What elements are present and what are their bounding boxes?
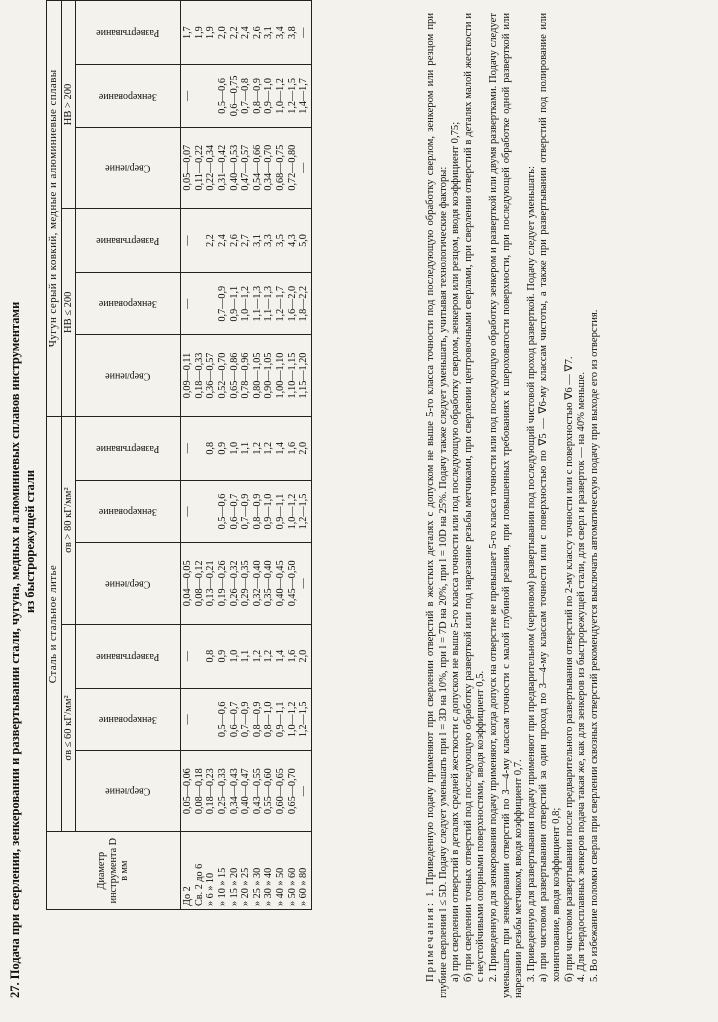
op-sink-header <box>76 480 181 542</box>
op-sink-header <box>76 273 181 335</box>
hb-high-header: HB > 200 <box>61 1 76 209</box>
op-drill-header <box>76 335 181 416</box>
note-4: 4. Для твердосплавных зенкеров подача такая же, как для зенкеров из быстрорежущей стали, для сверл и разверток — на 40% меньше. <box>576 371 588 982</box>
op-sink-header <box>76 65 181 127</box>
data-row <box>181 1 312 910</box>
note-3b: б) при чистовом развертывании после предварительного развертывания отверстий по 2-му классу точности или с поверхностью ∇6 — ∇7. <box>563 356 575 982</box>
sigma-high-header: σв > 80 кГ/мм² <box>61 416 76 624</box>
op-sink-label: Зенкерование <box>99 714 158 726</box>
steel-high-ream: — 0,8 0,9 1,0 1,1 1,2 1,2 1,4 1,6 2,0 <box>181 416 312 480</box>
feed-table <box>46 0 312 910</box>
diameter-header: Диаметр инструмента D в мм <box>47 832 181 910</box>
steel-low-drill: 0,05—0,06 0,08—0,18 0,18—0,23 0,25—0,33 0,34—0,43 0,40—0,47 0,43—0,55 0,55—0,60 0,60—0,65 0,65—0,70 — <box>181 750 312 831</box>
op-drill-label: Сверление <box>105 578 151 590</box>
note-1-text: 1. Приведенную подачу применяют при сверлении отверстий в жестких деталях с допуском не выше 5-го класса точности под последующую обработку сверлом, зенкером или резцом при глубине сверления l ≤ 5D. Подачу следует уменьшать при l = 3D на 10%, при l = 7D на 20%, при l = 10D на 25%. Подачу также следует уменьшать, учитывая технологические факторы: <box>425 13 449 998</box>
steel-high-countersink: — 0,5—0,6 0,6—0,7 0,7—0,9 0,8—0,9 0,9—1,0 0,9—1,1 1,0—1,2 1,2—1,5 <box>181 480 312 542</box>
steel-low-ream: — 0,8 0,9 1,0 1,1 1,2 1,2 1,4 1,6 2,0 <box>181 624 312 688</box>
op-ream-label: Развертывание <box>96 443 160 455</box>
iron-high-drill: 0,05—0,07 0,11—0,22 0,22—0,34 0,31—0,42 0,40—0,53 0,47—0,57 0,54—0,66 0,34—0,70 0,68—0,75 0,72—0,80 — <box>181 127 312 208</box>
diameter-column: До 2 Св. 2 до 6 » 6 » 10 » 10 » 15 » 15 » 20 » 20 » 25 » 25 » 30 » 30 » 40 » 40 » 50 » 50 » 60 » 60 » 80 <box>181 832 312 910</box>
op-ream-header <box>76 208 181 272</box>
op-drill-label: Сверление <box>105 785 151 797</box>
op-sink-header <box>76 688 181 750</box>
steel-low-countersink: — 0,5—0,6 0,6—0,7 0,7—0,9 0,8—0,9 0,8—1,0 0,9—1,1 1,0—1,2 1,2—1,5 <box>181 688 312 750</box>
op-ream-header <box>76 624 181 688</box>
op-ream-label: Развертывание <box>96 650 160 662</box>
header-row-2 <box>61 1 76 910</box>
title-line-2: из быстрорежущей стали <box>23 469 37 613</box>
note-3: 3. Приведенную для развертывания подачу применяют при предварительном (черновом) развертывании под последующий чистовой проход разверткой. Подачу следует уменьшать: <box>525 166 537 982</box>
op-drill-header <box>76 750 181 831</box>
note-3a: а) при чистовом развертывании отверстий за один проход по 3—4-му классам точности или с поверхностью по ∇5 — ∇6-му классам чистоты, а также при развертывании отверстий под полирование или хонингование, вводя коэффициент 0,8; <box>538 13 562 982</box>
op-drill-label: Сверление <box>105 162 151 174</box>
iron-low-drill: 0,09—0,11 0,18—0,33 0,36—0,57 0,52—0,70 0,65—0,86 0,78—0,96 0,80—1,05 0,90—1,05 1,00—1,10 1,10—1,15 1,15—1,20 <box>181 335 312 416</box>
op-sink-label: Зенкерование <box>99 506 158 518</box>
note-2: 2. Приведенную для зенкерования подачу применяют, когда допуск на отверстие не превышает 5-го класса точности или под последующую обработку зенкером и разверткой или двумя развертками. Подачу следует уменьшать при зенкеровании отверстий по 3—4-му классам точности с малой глубиной резания, при повышенных требованиях к шероховатости поверхности, при последующей обработке одной разверткой или нарезании резьбы метчиком, вводя коэффициент 0,7. <box>487 13 525 998</box>
iron-low-ream: — 2,2 2,4 2,6 2,7 3,1 3,3 3,5 4,3 5,0 <box>181 208 312 272</box>
op-sink-label: Зенкерование <box>99 90 158 102</box>
hb-low-header: HB ≤ 200 <box>61 208 76 416</box>
sigma-low-header: σв ≤ 60 кГ/мм² <box>61 624 76 832</box>
note-1 <box>425 13 450 998</box>
op-ream-header <box>76 416 181 480</box>
table-number: 27. <box>8 982 22 998</box>
op-ream-header <box>76 1 181 65</box>
steel-high-drill: 0,04—0,05 0,08—0,12 0,13—0,21 0,19—0,26 0,26—0,32 0,29—0,35 0,32—0,40 0,35—0,40 0,40—0,45 0,45—0,50 — <box>181 543 312 624</box>
header-row-3 <box>76 1 181 910</box>
header-row-1 <box>47 1 62 910</box>
note-1a: а) при сверлении отверстий в деталях средней жесткости с допуском не выше 5-го класса точности или под последующую обработку сверлом, зенкером или резцом, вводя коэффициент 0,75; <box>450 121 462 982</box>
notes-label: Примечания: <box>425 901 436 982</box>
table-title <box>8 18 38 998</box>
iron-high-ream: 1,7 1,9 1,9 2,0 2,2 2,4 2,6 3,1 3,4 3,8 — <box>181 1 312 65</box>
op-drill-header <box>76 543 181 624</box>
op-drill-label: Сверление <box>105 370 151 382</box>
op-ream-label: Развертывание <box>96 235 160 247</box>
steel-header: Сталь и стальное литье <box>47 416 62 832</box>
notes-section <box>425 13 601 998</box>
iron-low-countersink: — 0,7—0,9 0,9—1,1 1,0—1,2 1,1—1,3 1,1—1,3 1,2—1,7 1,6—2,0 1,8—2,2 <box>181 273 312 335</box>
title-line-1: Подача при сверлении, зенкеровании и развертывании стали, чугуна, медных и алюминиевых сплавов инструментами <box>8 301 22 980</box>
iron-header: Чугун серый и ковкий, медные и алюминиевые сплавы <box>47 1 62 417</box>
op-drill-header <box>76 127 181 208</box>
op-ream-label: Развертывание <box>96 27 160 39</box>
iron-high-countersink: — 0,5—0,6 0,6—0,75 0,7—0,8 0,8—0,9 0,9—1,0 1,0—1,2 1,2—1,5 1,4—1,7 <box>181 65 312 127</box>
note-1b: б) при сверлении точных отверстий под последующую обработку разверткой или под нарезание резьбы метчиками, при сверлении центровочными сверлами, при сверлении отверстий в деталях малой жесткости и с неустойчивыми опорными поверхностями, вводя коэффициент 0,5. <box>462 13 487 982</box>
op-sink-label: Зенкерование <box>99 298 158 310</box>
note-5: 5. Во избежание поломки сверла при сверлении сквозных отверстий рекомендуется выключать автоматическую подачу при выходе его из отверстия. <box>588 309 600 982</box>
